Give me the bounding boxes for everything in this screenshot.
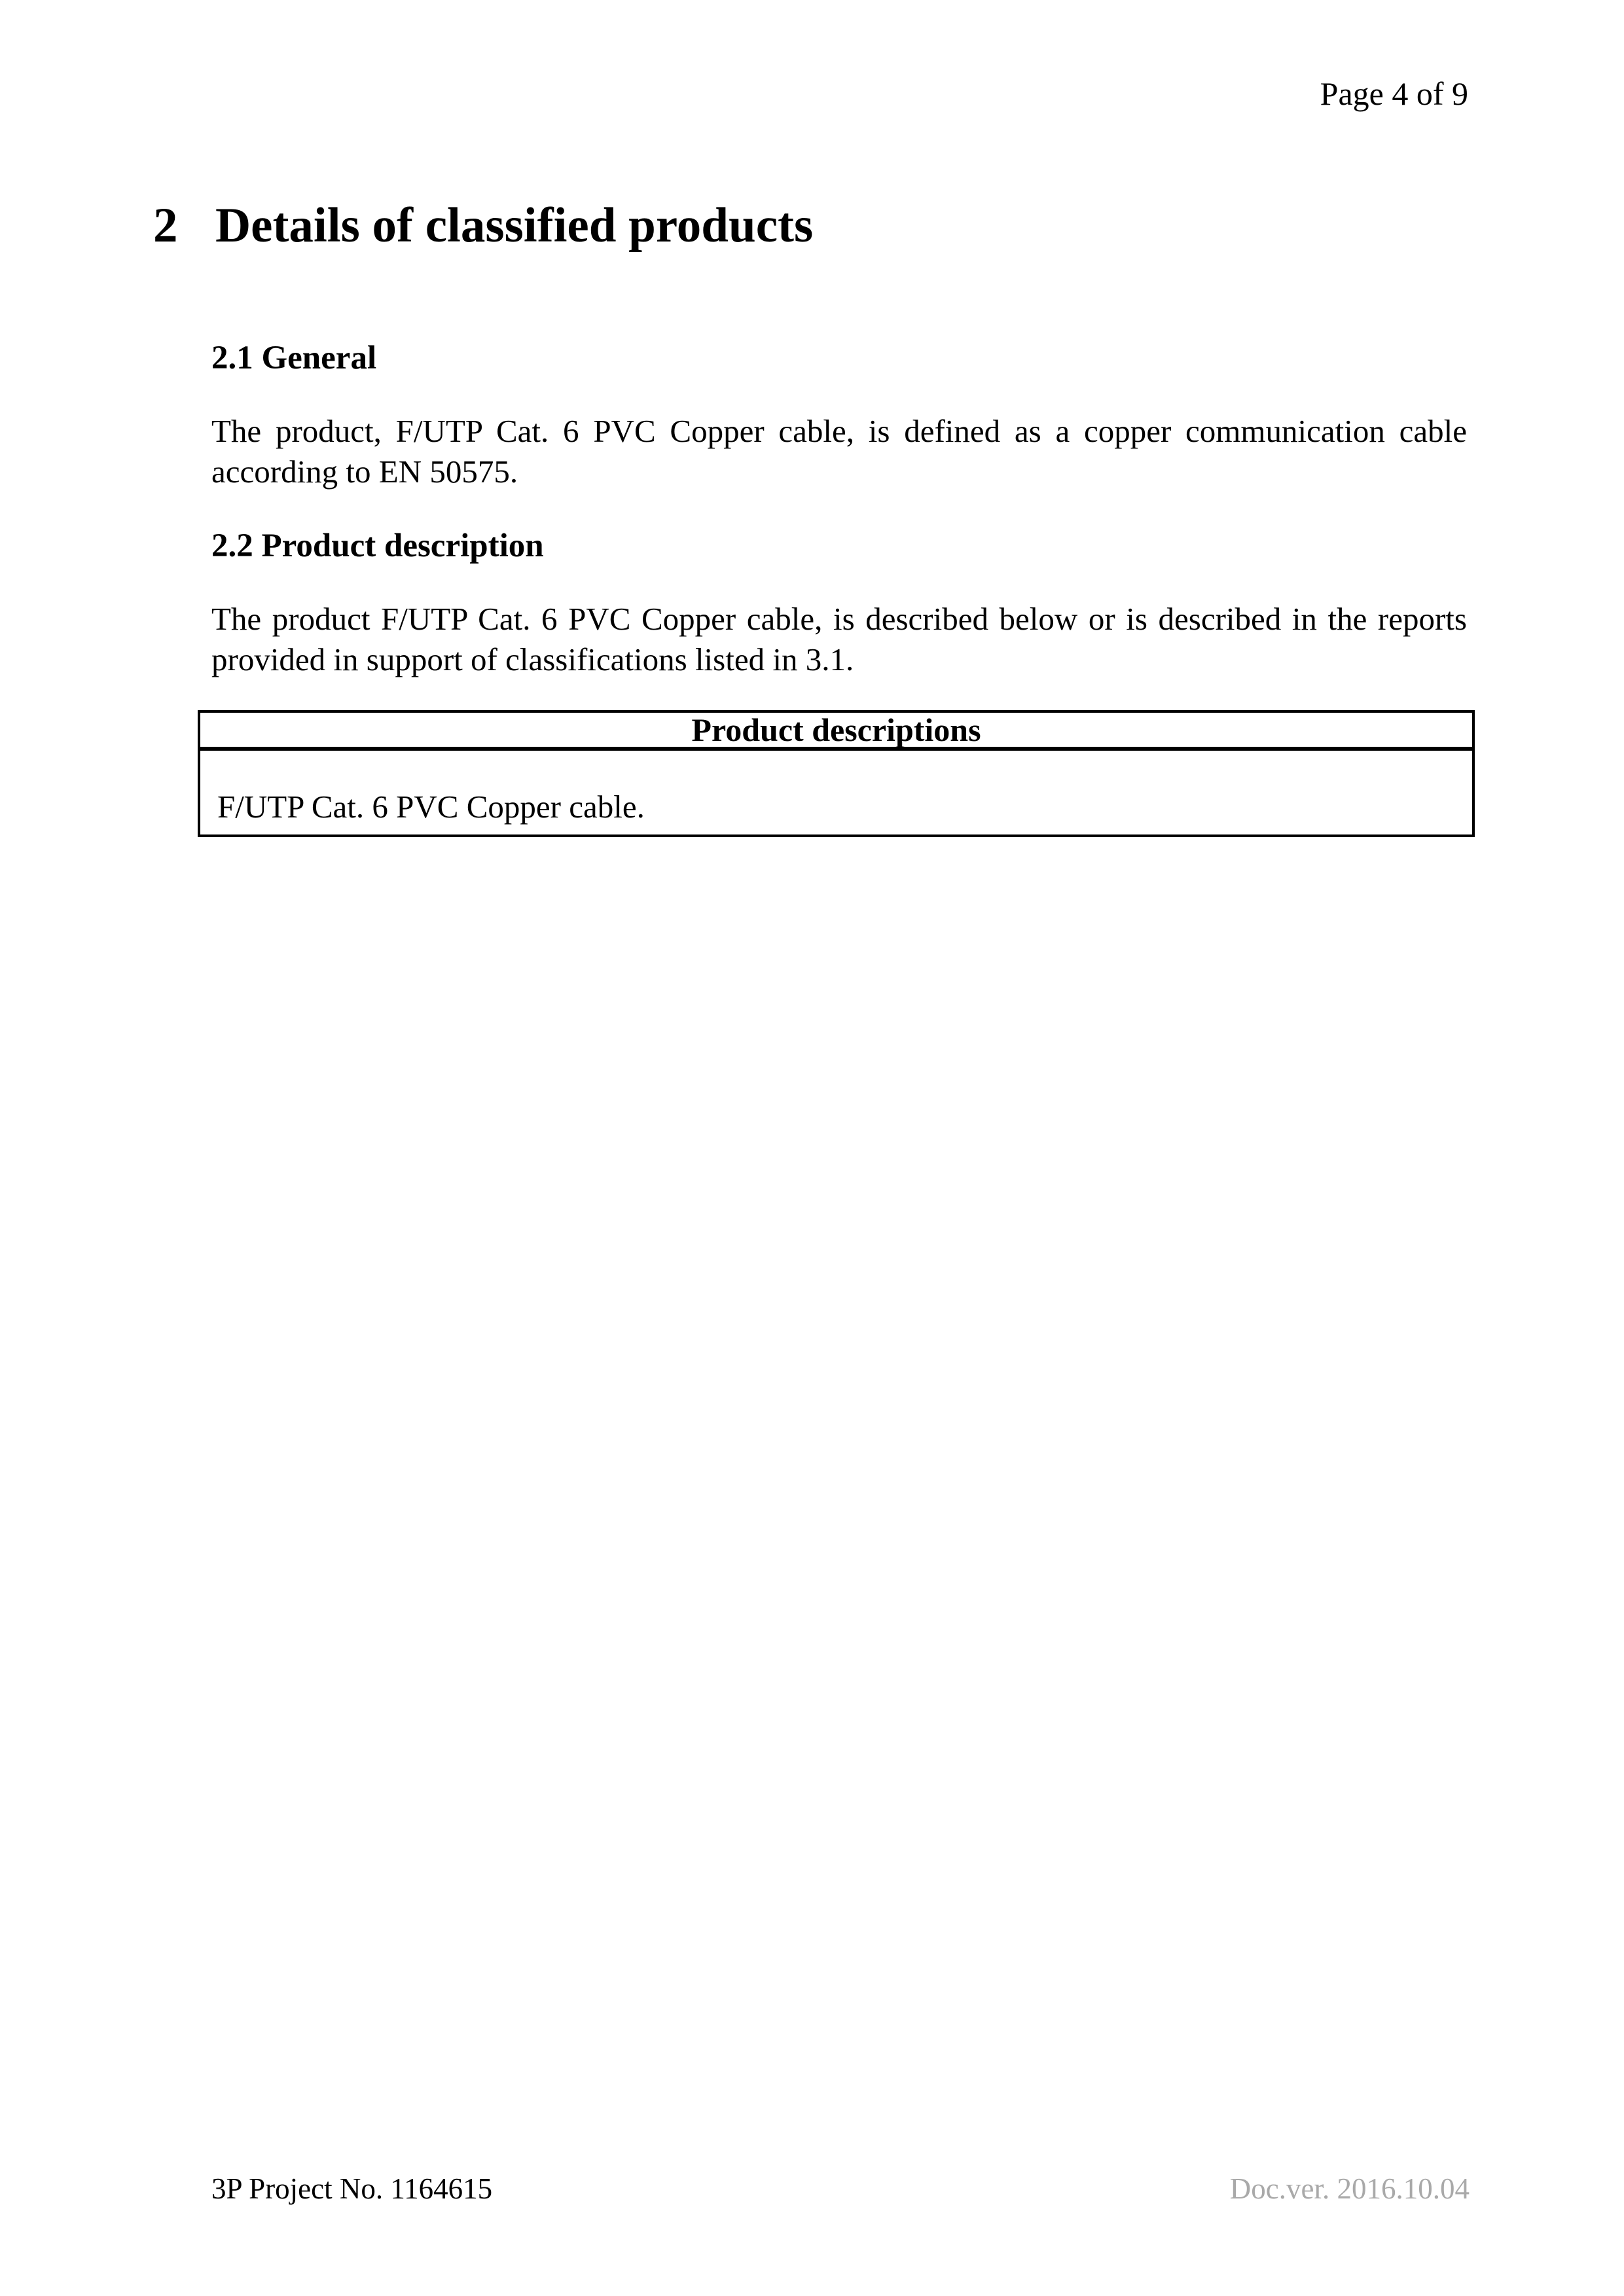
page-number-indicator: Page 4 of 9 (1320, 75, 1468, 112)
table-header-cell: Product descriptions (200, 713, 1472, 751)
paragraph-general (211, 411, 1467, 492)
paragraph-line: The product F/UTP Cat. 6 PVC Copper cable, is described below or is described in the reports (211, 601, 1467, 637)
footer-project-number: 3P Project No. 1164615 (211, 2172, 493, 2205)
paragraph-line: according to EN 50575. (211, 454, 518, 490)
subsection-heading-product-description: 2.2 Product description (211, 528, 544, 564)
section-number: 2 (153, 198, 178, 253)
section-title: Details of classified products (215, 198, 814, 253)
paragraph-line: provided in support of classifications listed in 3.1. (211, 641, 854, 677)
footer-doc-version: Doc.ver. 2016.10.04 (1229, 2172, 1470, 2205)
product-descriptions-table (198, 710, 1475, 837)
paragraph-line: The product, F/UTP Cat. 6 PVC Copper cable, is defined as a copper communication cable (211, 413, 1467, 449)
section-heading (153, 196, 1468, 255)
paragraph-product-description (211, 599, 1467, 680)
subsection-heading-general: 2.1 General (211, 340, 377, 376)
table-row: F/UTP Cat. 6 PVC Copper cable. (217, 789, 645, 825)
